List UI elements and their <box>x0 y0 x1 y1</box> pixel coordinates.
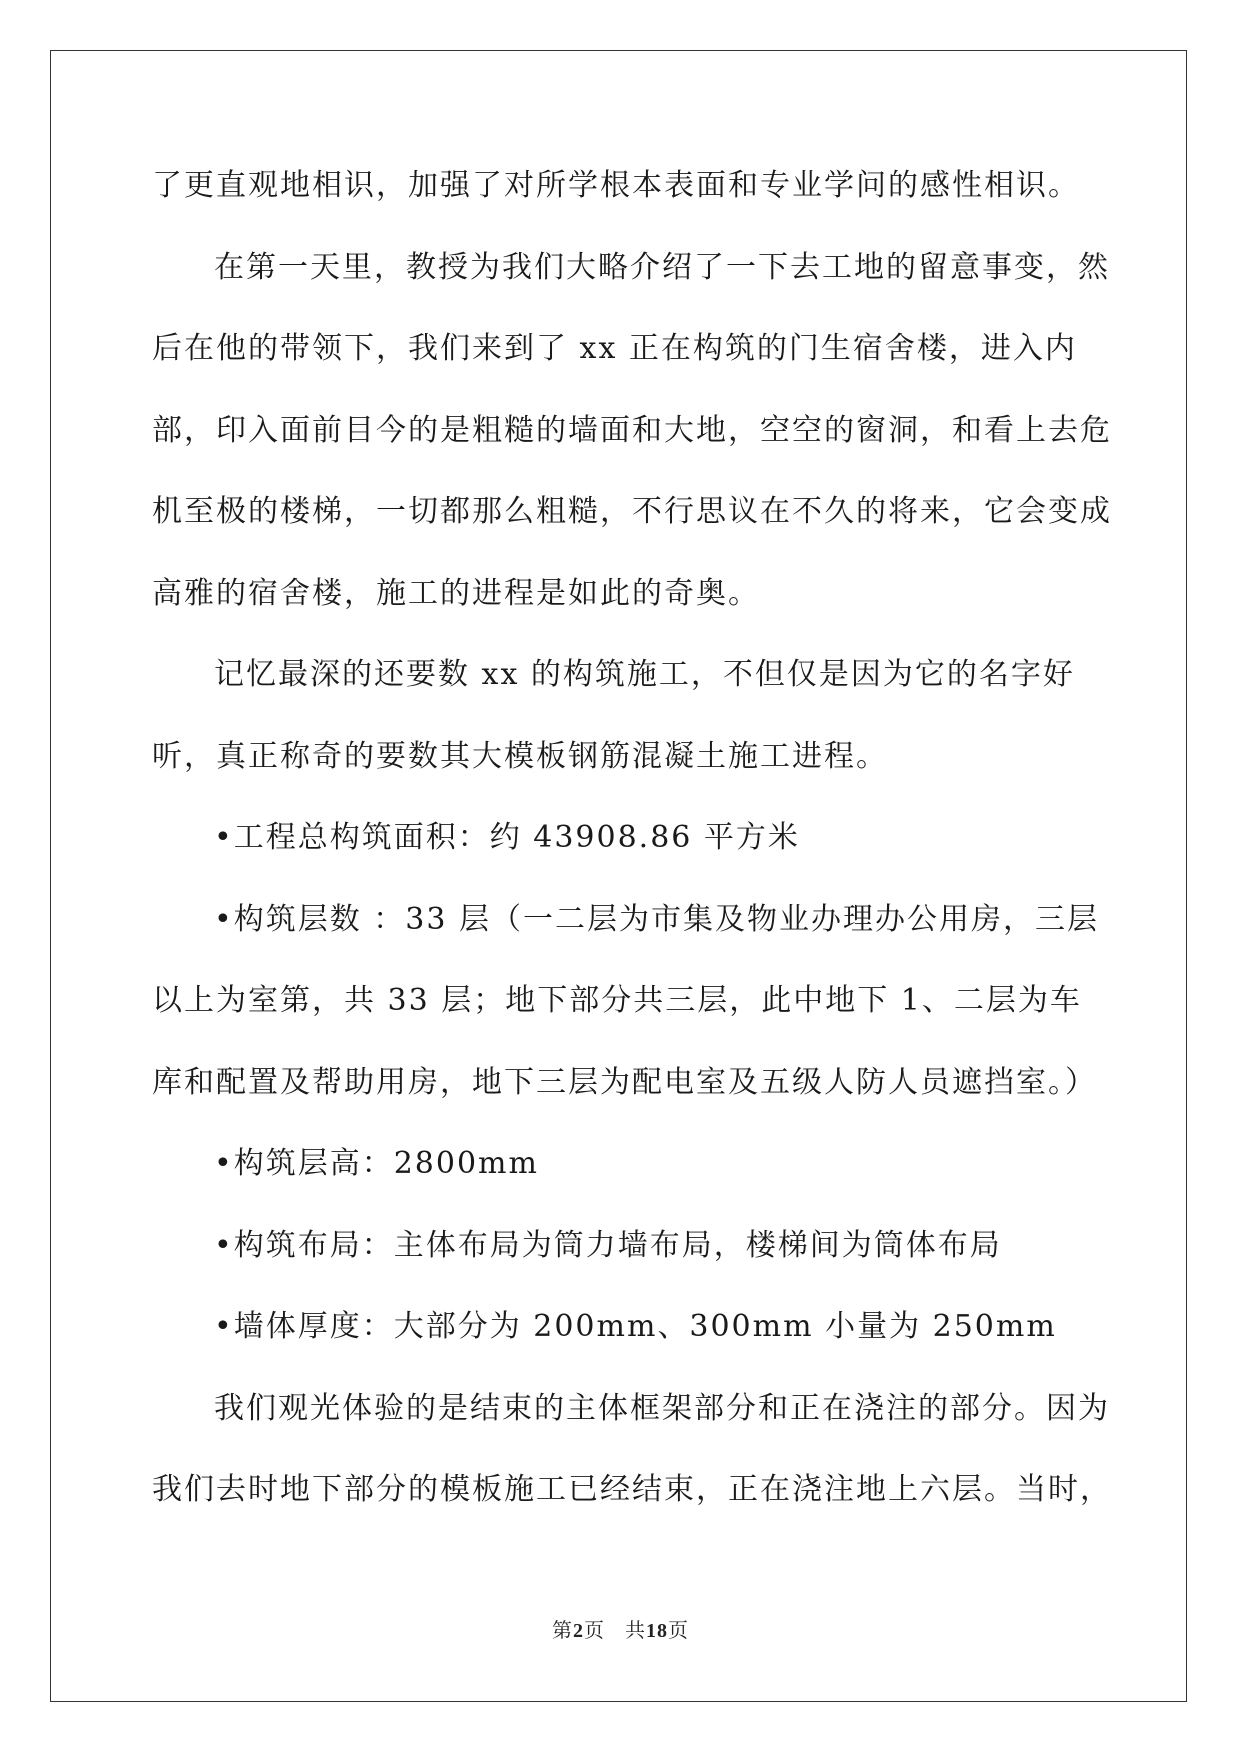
page-prefix: 第 <box>552 1618 573 1642</box>
bullet-total-area: •工程总构筑面积：约 43908.86 平方米 <box>214 820 800 855</box>
document-body <box>152 145 1112 1531</box>
page-suffix: 页 <box>584 1618 605 1642</box>
bullet-floor-height: •构筑层高：2800mm <box>214 1146 539 1181</box>
total-pages: 18 <box>646 1620 668 1642</box>
paragraph-continuation: 了更直观地相识，加强了对所学根本表面和专业学问的感性相识。 <box>152 168 1080 203</box>
paragraph-site-visit: 我们观光体验的是结束的主体框架部分和正在浇注的部分。因为我们去时地下部分的模板施工已经结束，正在浇注地上六层。当时， <box>152 1390 1112 1507</box>
paragraph-memorable-construction: 记忆最深的还要数 xx 的构筑施工，不但仅是因为它的名字好听，真正称奇的要数其大模板钢筋混凝土施工进程。 <box>152 657 1075 774</box>
bullet-floor-count: •构筑层数 ：33 层（一二层为市集及物业办理办公用房，三层以上为室第，共 33 层；地下部分共三层，此中地下 1、二层为车库和配置及帮助用房，地下三层为配电室及五级人防人员遮挡室。） <box>152 901 1099 1100</box>
bullet-structure: •构筑布局：主体布局为筒力墙布局，楼梯间为筒体布局 <box>214 1227 1002 1263</box>
bullet-wall-thickness: •墙体厚度：大部分为 200mm、300mm 小量为 250mm <box>214 1309 1057 1344</box>
paragraph-first-day: 在第一天里，教授为我们大略介绍了一下去工地的留意事变，然后在他的带领下，我们来到了 xx 正在构筑的门生宿舍楼，进入内部，印入面前目今的是粗糙的墙面和大地，空空的窗洞，和看上去危机至极的楼梯，一切都那么粗糙，不行思议在不久的将来，它会变成高雅的宿舍楼，施工的进程是如此的奇奥。 <box>152 249 1112 611</box>
page-number: 2 <box>573 1620 584 1642</box>
total-suffix: 页 <box>668 1618 689 1642</box>
total-prefix: 共 <box>625 1618 646 1642</box>
page-footer <box>0 1614 1241 1643</box>
